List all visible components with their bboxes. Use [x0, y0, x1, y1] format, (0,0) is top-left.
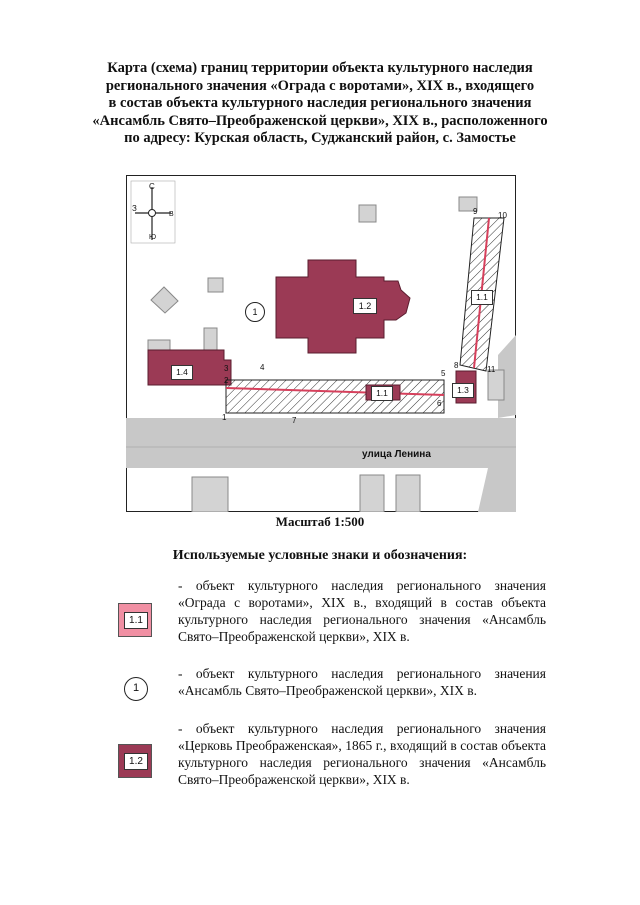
- label-church: 1.2: [353, 298, 377, 314]
- title-line-2: регионального значения «Ограда с воротами», XIX в., входящего: [105, 77, 535, 94]
- point-label: 3: [224, 364, 229, 373]
- point-label: 4: [260, 363, 265, 372]
- outbuilding: [488, 370, 504, 400]
- point-label: 6: [437, 399, 442, 408]
- label-fence-side: 1.1: [471, 290, 493, 305]
- label-ensemble-circle: 1: [245, 302, 265, 322]
- street-label: улица Ленина: [362, 449, 431, 460]
- hatched-object-icon: [118, 603, 152, 637]
- title-line-5: по адресу: Курская область, Суджанский район, с. Замостье: [124, 130, 516, 146]
- label-building-1-4: 1.4: [171, 365, 193, 380]
- point-label: 9: [473, 207, 478, 216]
- outbuilding: [396, 475, 420, 512]
- point-label: 2: [224, 376, 229, 385]
- outbuilding: [204, 328, 217, 350]
- outbuilding: [208, 278, 223, 292]
- point-label: 8: [454, 361, 459, 370]
- legend-item-church: [100, 720, 570, 800]
- compass-east-label: В: [169, 211, 174, 218]
- legend-item-fence: [100, 577, 570, 657]
- label-building-1-3: 1.3: [452, 383, 474, 398]
- solid-object-icon: [118, 744, 152, 778]
- fence-main-zone: [226, 380, 444, 413]
- document-title: [90, 60, 550, 148]
- title-line-1: Карта (схема) границ территории объекта культурного наследия: [107, 60, 533, 76]
- legend-text: - объект культурного наследия регионального значения «Ансамбль Свято–Преображенской церкви», XIX в.: [178, 666, 546, 698]
- point-label: 10: [498, 211, 507, 220]
- title-line-4: «Ансамбль Свято–Преображенской церкви», XIX в., расположенного: [92, 112, 548, 129]
- boundary-map: [126, 175, 516, 512]
- point-label: 1: [222, 413, 227, 422]
- compass-south-label: Ю: [149, 234, 157, 241]
- outbuilding: [192, 477, 228, 512]
- outbuilding: [360, 475, 384, 512]
- compass-north-label: С: [149, 182, 155, 191]
- legend-title: Используемые условные знаки и обозначения:: [172, 548, 468, 563]
- point-label: 11: [487, 365, 496, 374]
- compass-west-label: З: [132, 204, 137, 213]
- point-label: 5: [441, 369, 446, 378]
- legend-symbol-label: 1.1: [124, 612, 148, 629]
- legend-text: - объект культурного наследия регионального значения «Церковь Преображенская», 1865 г., входящий в состав объекта культурного наследия регионального значения «Ансамбль Свято–Преображенской церкви», XIX в.: [178, 721, 546, 787]
- title-line-3: в состав объекта культурного наследия регионального значения: [108, 95, 532, 111]
- legend-text: - объект культурного наследия регионального значения «Ограда с воротами», XIX в., входящий в состав объекта культурного наследия регионального значения «Ансамбль Свято–Преображенской церкви», XIX в.: [178, 578, 546, 644]
- legend-item-ensemble: [100, 665, 570, 705]
- map-canvas: [126, 175, 516, 512]
- ensemble-circle-icon: 1: [124, 677, 148, 701]
- point-label: 7: [292, 416, 297, 425]
- legend-symbol-label: 1.2: [124, 753, 148, 770]
- outbuilding: [359, 205, 376, 222]
- label-fence-main: 1.1: [371, 386, 393, 401]
- street-road: [126, 418, 516, 468]
- map-scale: Масштаб 1:500: [275, 514, 365, 529]
